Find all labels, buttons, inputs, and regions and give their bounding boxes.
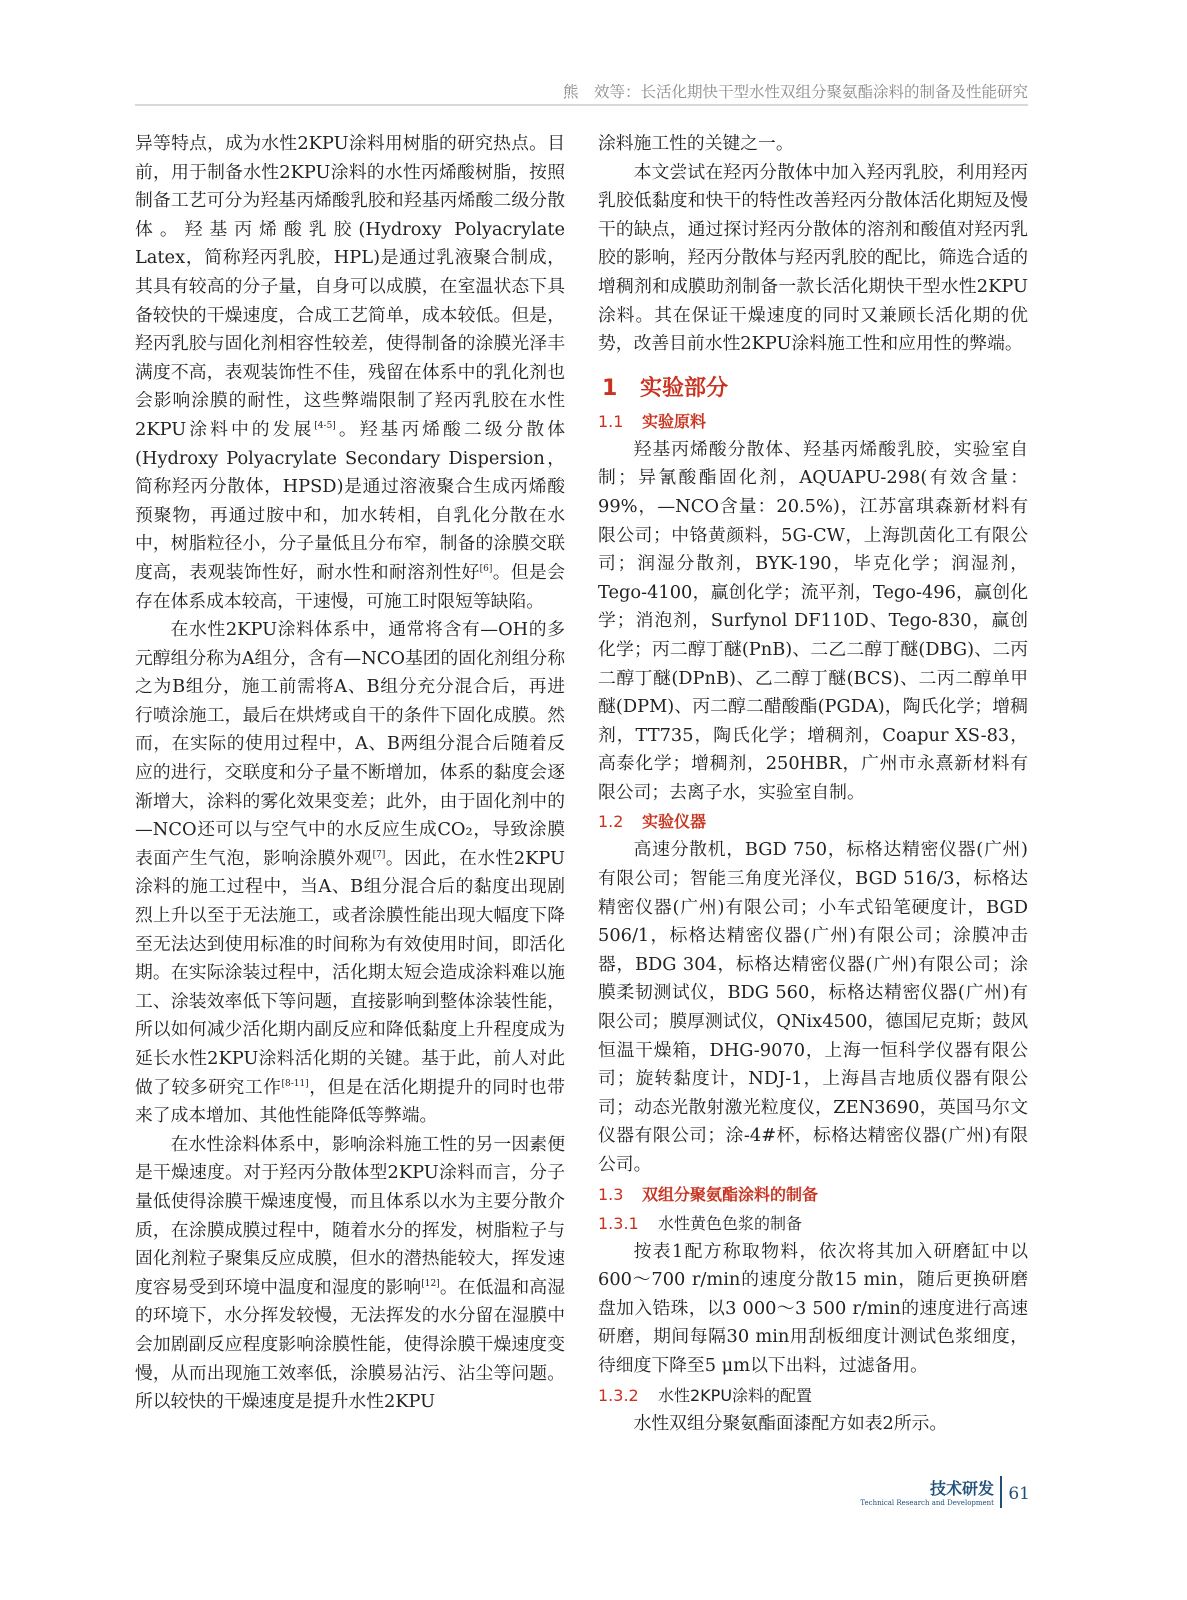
section-title: 水性黄色色浆的制备 (658, 1213, 803, 1233)
section-title: 实验原料 (642, 411, 707, 431)
introduction-end (598, 130, 1028, 359)
citation: [4-5] (314, 420, 336, 431)
text-run: 异等特点，成为水性2KPU涂料用树脂的研究热点。目前，用于制备水性2KPU涂料的水性丙烯酸树脂，按照制备工艺可分为羟基丙烯酸乳胶和羟基丙烯酸二级分散体。羟基丙烯酸乳胶(Hydroxy Polyacrylate Latex，简称羟丙乳胶，HPL)是通过乳液聚合制成，其具有较高的分子量，自身可以成膜，在室温状态下具备较快的干燥速度，合成工艺简单，成本较低。但是，羟丙乳胶与固化剂相容性较差，使得制备的涂膜光泽丰满度不高，表观装饰性不佳，残留在体系中的乳化剂也会影响涂膜的耐性，这些弊端限制了羟丙乳胶在水性2KPU涂料中的发展 (135, 133, 565, 440)
text-run: 。在低温和高湿的环境下，水分挥发较慢，无法挥发的水分留在湿膜中会加剧副反应程度影响涂膜性能，使得涂膜干燥速度变慢，从而出现施工效率低，涂膜易沾污、沾尘等问题。所以较快的干燥速度是提升水性2KPU (135, 1276, 565, 1413)
section-number: 1.3.1 (598, 1213, 639, 1233)
citation: [8-11] (281, 1078, 309, 1089)
body-paragraph (135, 130, 565, 616)
text-run: 。但是会存在体系成本较高，干速慢，可施工时限短等缺陷。 (135, 561, 565, 612)
text-run: 。羟基丙烯酸二级分散体(Hydroxy Polyacrylate Secondary Dispersion，简称羟丙分散体，HPSD)是通过溶液聚合生成丙烯酸预聚物，再通过胺中和，加水转相，自乳化分散在水中，树脂粒径小，分子量低且分布窄，制备的涂膜交联度高，表观装饰性好，耐水性和耐溶剂性好 (135, 418, 565, 583)
text-run: 在水性涂料体系中，影响涂料施工性的另一因素便是干燥速度。对于羟丙分散体型2KPU涂料而言，分子量低使得涂膜干燥速度慢，而且体系以水为主要分散介质，在涂膜成膜过程中，随着水分的挥发，树脂粒子与固化剂粒子聚集反应成膜，但水的潜热能较大，挥发速度容易受到环境中温度和湿度的影响 (135, 1133, 565, 1298)
body-paragraph (135, 616, 565, 1131)
text-run: 本文尝试在羟丙分散体中加入羟丙乳胶，利用羟丙乳胶低黏度和快干的特性改善羟丙分散体活化期短及慢干的缺点，通过探讨羟丙分散体的溶剂和酸值对羟丙乳胶的影响，羟丙分散体与羟丙乳胶的配比，筛选合适的增稠剂和成膜助剂制备一款长活化期快干型水性2KPU涂料。其在保证干燥速度的同时又兼顾长活化期的优势，改善目前水性2KPU涂料施工性和应用性的弊端。 (598, 161, 1028, 355)
page-footer (840, 1472, 1030, 1512)
text-run: 在水性2KPU涂料体系中，通常将含有—OH的多元醇组分称为A组分，含有—NCO基团的固化剂组分称之为B组分，施工前需将A、B组分充分混合后，再进行喷涂施工，最后在烘烤或自干的条件下固化成膜。然而，在实际的使用过程中，A、B两组分混合后随着反应的进行，交联度和分子量不断增加，体系的黏度会逐渐增大，涂料的雾化效果变差；此外，由于固化剂中的—NCO还可以与空气中的水反应生成CO₂，导致涂膜表面产生气泡，影响涂膜外观 (135, 619, 565, 869)
footer-divider (1000, 1476, 1002, 1508)
citation: [12] (421, 1278, 440, 1289)
pigment-paste-paragraph: 按表1配方称取物料，依次将其加入研磨缸中以600～700 r/min的速度分散15 min，随后更换研磨盘加入锆珠，以3 000～3 500 r/min的速度进行高速研磨，期间每隔30 min用刮板细度计测试色浆细度，待细度下降至5 μm以下出料，过滤备用。 (598, 1240, 1028, 1376)
body-paragraph (135, 1131, 565, 1417)
subsection-heading-1-3 (598, 1180, 1028, 1209)
running-header (135, 80, 1028, 106)
citation: [7] (372, 849, 386, 860)
section-title: 水性2KPU涂料的配置 (658, 1385, 813, 1405)
section-number: 1.3 (598, 1184, 624, 1204)
section-heading-1 (602, 375, 1028, 403)
section-number: 1.1 (598, 411, 624, 431)
section-number: 1.2 (598, 812, 624, 832)
section-number: 1.3.2 (598, 1385, 639, 1405)
left-column (135, 130, 565, 1417)
body-paragraph (598, 159, 1028, 359)
section-number: 1 (602, 375, 618, 401)
text-run: ，但是在活化期提升的同时也带来了成本增加、其他性能降低等弊端。 (135, 1076, 565, 1127)
materials-paragraph: 羟基丙烯酸分散体、羟基丙烯酸乳胶，实验室自制；异氰酸酯固化剂，AQUAPU-298(有效含量：99%，—NCO含量：20.5%)，江苏富琪森新材料有限公司；中铬黄颜料，5G-CW，上海凯茵化工有限公司；润湿分散剂，BYK-190，毕克化学；润湿剂，Tego-4100，赢创化学；流平剂，Tego-496，赢创化学；消泡剂，Surfynol DF110D、Tego-830，赢创化学；丙二醇丁醚(PnB)、二乙二醇丁醚(DBG)、二丙二醇丁醚(DPnB)、乙二醇丁醚(BCS)、二丙二醇单甲醚(DPM)、丙二醇二醋酸酯(PGDA)，陶氏化学；增稠剂，TT735，陶氏化学；增稠剂，Coapur XS-83，高泰化学；增稠剂，250HBR，广州市永熹新材料有限公司；去离子水，实验室自制。 (598, 438, 1028, 803)
section-title: 实验仪器 (642, 812, 707, 832)
footer-section: 技术研发 (929, 1479, 994, 1498)
text-run: 涂料施工性的关键之一。 (598, 133, 794, 154)
section-title: 实验部分 (640, 375, 729, 401)
subsection-heading-1-1 (598, 407, 1028, 436)
instruments-paragraph: 高速分散机，BGD 750，标格达精密仪器(广州)有限公司；智能三角度光泽仪，BGD 516/3，标格达精密仪器(广州)有限公司；小车式铅笔硬度计，BGD 506/1，标格达精密仪器(广州)有限公司；涂膜冲击器，BDG 304，标格达精密仪器(广州)有限公司；涂膜柔韧测试仪，BDG 560，标格达精密仪器(广州)有限公司；膜厚测试仪，QNix4500，德国尼克斯；鼓风恒温干燥箱，DHG-9070，上海一恒科学仪器有限公司；旋转黏度计，NDJ-1，上海昌吉地质仪器有限公司；动态光散射激光粒度仪，ZEN3690，英国马尔文仪器有限公司；涂-4#杯，标格达精密仪器(广州)有限公司。 (598, 839, 1028, 1175)
right-column (598, 130, 1028, 1438)
page-number: 61 (1008, 1484, 1030, 1504)
body-paragraph (598, 130, 1028, 159)
coating-formula-paragraph: 水性双组分聚氨酯面漆配方如表2所示。 (633, 1412, 948, 1434)
text-run: 。因此，在水性2KPU涂料的施工过程中，当A、B组分混合后的黏度出现剧烈上升以至于无法施工，或者涂膜性能出现大幅度下降至无法达到使用标准的时间称为有效使用时间，即活化期。在实际涂装过程中，活化期太短会造成涂料难以施工、涂装效率低下等问题，直接影响到整体涂装性能，所以如何减少活化期内副反应和降低黏度上升程度成为延长水性2KPU涂料活化期的关键。基于此，前人对此做了较多研究工作 (135, 847, 565, 1098)
citation: [6] (479, 563, 493, 574)
running-title: 熊 效等：长活化期快干型水性双组分聚氨酯涂料的制备及性能研究 (562, 83, 1028, 101)
section-title: 双组分聚氨酯涂料的制备 (642, 1184, 819, 1204)
subsection-heading-1-3-2 (598, 1381, 1028, 1410)
subsection-heading-1-2 (598, 807, 1028, 836)
footer-section-en: Technical Research and Development (860, 1499, 994, 1507)
subsection-heading-1-3-1 (598, 1209, 1028, 1238)
